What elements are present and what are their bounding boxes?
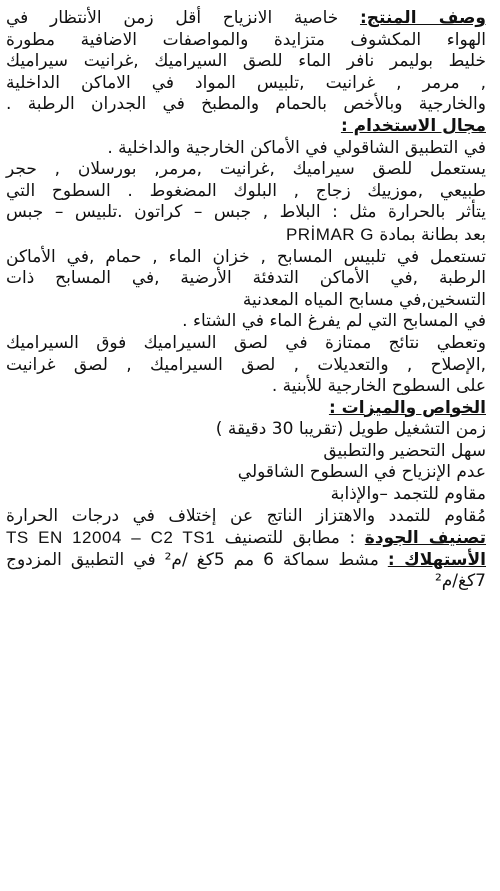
quality-line	[6, 527, 486, 550]
usage-line: التسخين,في مسابح المياه المعدنية	[242, 289, 486, 310]
quality-standard: TS EN 12004 – C2 TS1	[6, 528, 216, 548]
usage-line: وتعطي نتائج ممتازة في لصق السيراميك فوق السيراميك	[6, 332, 486, 353]
primer-product-name: PRİMAR G	[285, 224, 374, 244]
feature-item: زمن التشغيل طويل (تقريبا 30 دقيقة )	[215, 419, 486, 440]
feature-item: عدم الإنزياح في السطوح الشاقولي	[237, 462, 486, 483]
feature-item: مُقاوم للتمدد والاهتزاز الناتج عن إختلاف في درجات الحرارة	[6, 505, 486, 526]
usage-line: تستعمل في تلبيس المسابح , خزان الماء , حمام ,في الأماكن	[6, 246, 486, 267]
usage-heading: مجال الاستخدام :	[340, 115, 486, 136]
usage-line: ,الإصلاح , والتعديلات , لصق السيراميك , لصق غرانيت	[6, 354, 486, 375]
description-line: خليط بوليمر نافر الماء للصق السيراميك ,غرانيت سيراميك	[6, 51, 486, 72]
usage-line: في المسابح التي لم يفرغ الماء في الشتاء .	[182, 311, 486, 332]
description-heading: وصف المنتج:	[359, 8, 486, 28]
quality-text: : مطابق للتصنيف	[224, 528, 356, 549]
consumption-text: مشط سماكة 6 مم 5كغ /م² في التطبيق المزدوج	[6, 549, 379, 570]
usage-heading-line	[6, 116, 486, 138]
feature-item: مقاوم للتجمد –والإذابة	[330, 484, 486, 505]
features-heading: الخواص والميزات :	[328, 397, 486, 418]
consumption-line-tail: 7كغ/م²	[434, 571, 486, 592]
description-text: خاصية الانزياح أقل زمن الأنتظار في	[6, 8, 339, 28]
quality-label: تصنيف الجودة	[364, 528, 487, 549]
consumption-label: الأستهلاك :	[387, 549, 486, 570]
consumption-line	[6, 550, 486, 572]
usage-line: على السطوح الخارجية للأبنية .	[271, 376, 486, 397]
description-line-1	[6, 8, 486, 30]
usage-line: طبيعي ,موزييك زجاج , البلوك المضغوط . السطوح التي	[6, 180, 486, 201]
features-heading-line	[6, 398, 486, 420]
description-line: , مرمر , غرانيت ,تلبيس المواد في الاماكن الداخلية	[6, 72, 486, 93]
usage-line: في التطبيق الشاقولي في الأماكن الخارجية والداخلية .	[107, 137, 486, 158]
feature-item: سهل التحضير والتطبيق	[323, 440, 486, 461]
usage-line: يتأثر بالحرارة مثل : البلاط , جبس – كراتون .تلبيس – جبس	[6, 202, 486, 223]
description-line: والخارجية وبالأخص بالحمام والمطبخ في الجدران الرطبة .	[6, 94, 486, 115]
usage-line: يستعمل للصق سيراميك ,غرانيت ,مرمر, بورسلان , حجر	[6, 159, 486, 180]
primer-line	[6, 224, 486, 247]
usage-line: الرطبة ,في الأماكن التدفئة الأرضية ,في المسابح ذات	[6, 268, 486, 289]
description-line: الهواء المكشوف متزايدة والمواصفات الاضافية مطورة	[6, 29, 486, 50]
primer-prefix: بعد بطانة بمادة	[379, 224, 486, 245]
